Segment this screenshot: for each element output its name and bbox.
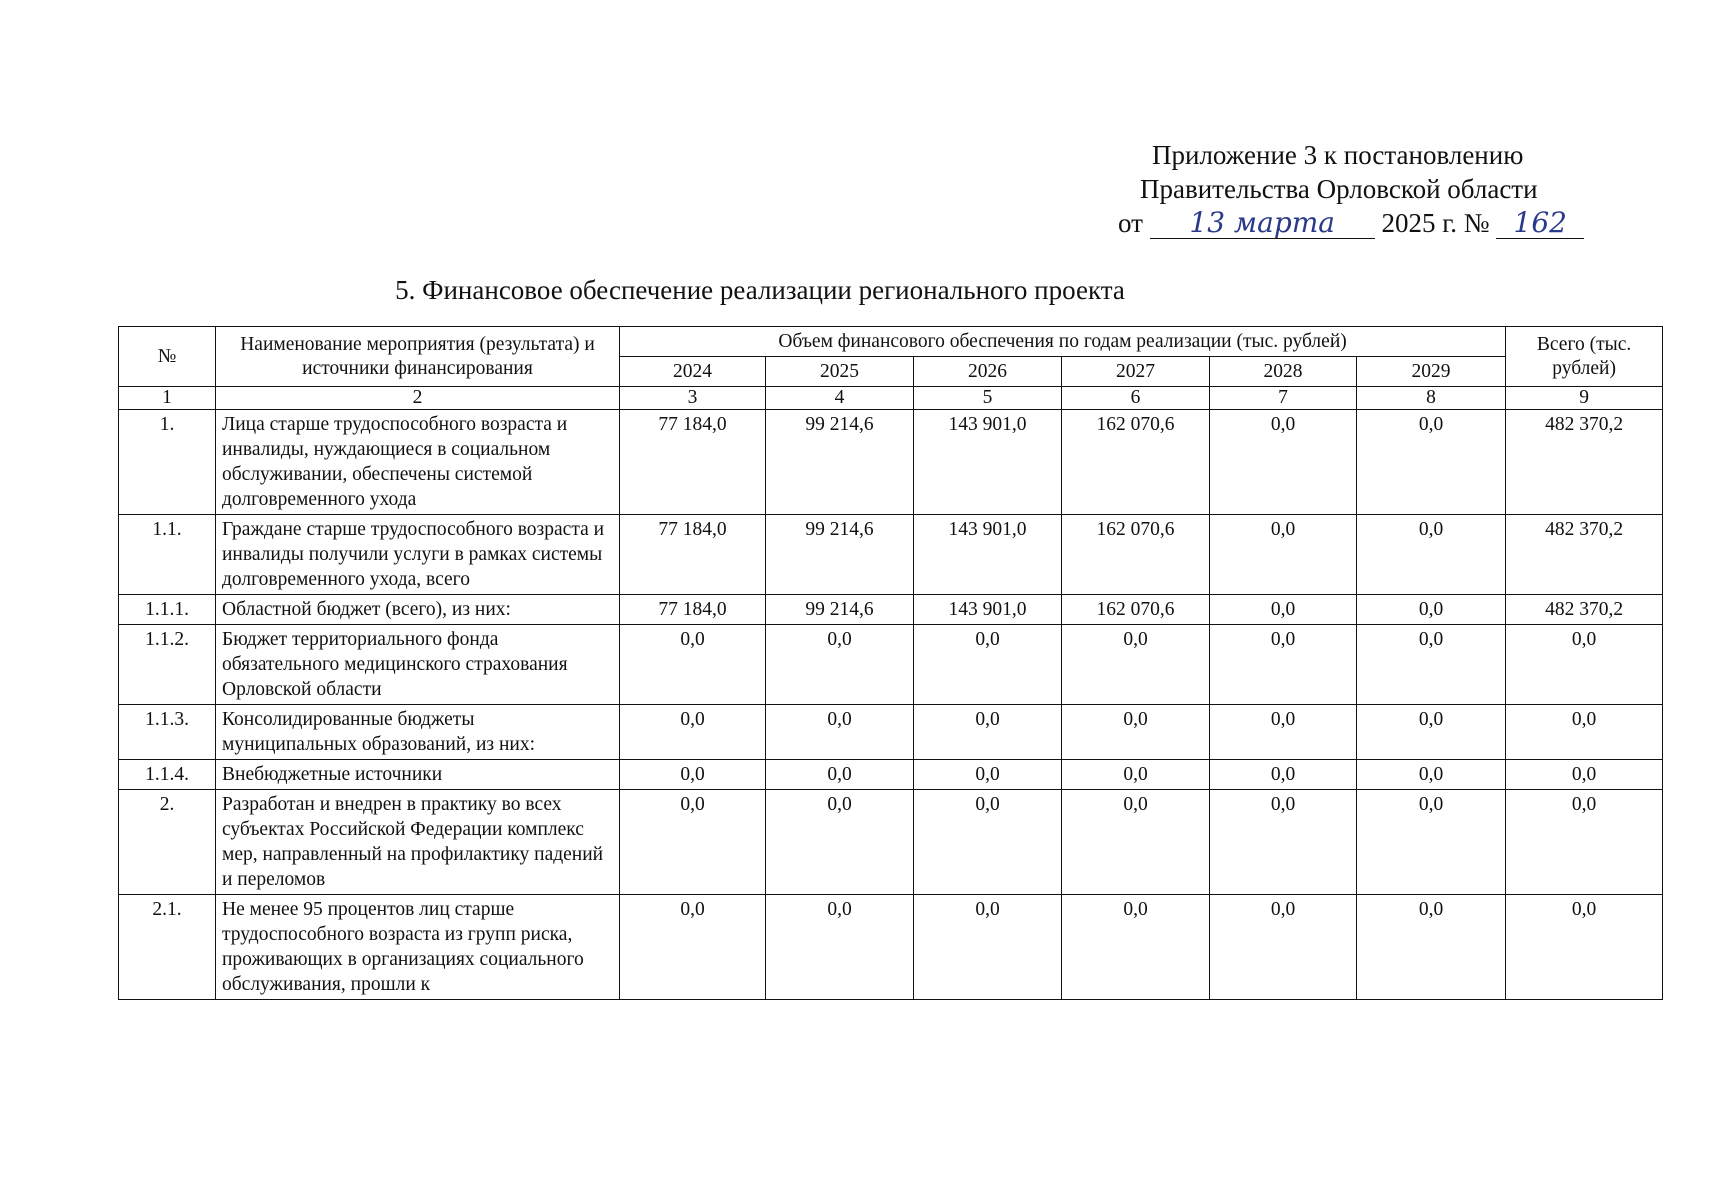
row-total-value: 482 370,2 (1506, 595, 1663, 625)
column-index-row (119, 387, 1663, 410)
row-number: 1.1. (119, 515, 216, 595)
row-year-value: 0,0 (766, 790, 914, 895)
handwritten-number: 162 (1496, 208, 1584, 239)
header-num: № (119, 327, 216, 387)
row-year-value: 0,0 (1210, 895, 1357, 1000)
header-year: 2024 (620, 357, 766, 387)
row-number: 1.1.4. (119, 760, 216, 790)
row-number: 1.1.2. (119, 625, 216, 705)
row-name: Бюджет территориального фонда обязательного медицинского страхования Орловской области (216, 625, 620, 705)
header-year: 2026 (914, 357, 1062, 387)
row-total-value: 482 370,2 (1506, 410, 1663, 515)
appendix-date-line (1100, 206, 1620, 240)
row-total-value: 0,0 (1506, 790, 1663, 895)
table-row (119, 625, 1663, 705)
row-total-value: 482 370,2 (1506, 515, 1663, 595)
table-row (119, 790, 1663, 895)
row-name: Лица старше трудоспособного возраста и инвалиды, нуждающиеся в социальном обслуживании, обеспечены системой долговременного ухода (216, 410, 620, 515)
row-year-value: 162 070,6 (1062, 515, 1210, 595)
row-year-value: 0,0 (914, 705, 1062, 760)
row-total-value: 0,0 (1506, 705, 1663, 760)
table-row (119, 410, 1663, 515)
handwritten-date: 13 марта (1150, 208, 1375, 239)
row-year-value: 99 214,6 (766, 595, 914, 625)
row-year-value: 0,0 (1357, 625, 1506, 705)
row-year-value: 0,0 (914, 625, 1062, 705)
header-year: 2027 (1062, 357, 1210, 387)
column-index-cell: 1 (119, 387, 216, 410)
row-year-value: 77 184,0 (620, 410, 766, 515)
year-text: 2025 г. № (1381, 208, 1490, 238)
header-year: 2025 (766, 357, 914, 387)
row-year-value: 0,0 (766, 705, 914, 760)
row-name: Внебюджетные источники (216, 760, 620, 790)
column-index-cell: 2 (216, 387, 620, 410)
row-year-value: 0,0 (766, 760, 914, 790)
row-year-value: 143 901,0 (914, 515, 1062, 595)
row-year-value: 77 184,0 (620, 595, 766, 625)
appendix-line-1: Приложение 3 к постановлению (1152, 140, 1524, 170)
row-year-value: 0,0 (1357, 705, 1506, 760)
appendix-line-2: Правительства Орловской области (1140, 174, 1538, 204)
header-row-1 (119, 327, 1663, 357)
row-name: Консолидированные бюджеты муниципальных образований, из них: (216, 705, 620, 760)
row-year-value: 0,0 (1210, 790, 1357, 895)
appendix-block (1100, 138, 1620, 240)
row-total-value: 0,0 (1506, 760, 1663, 790)
row-year-value: 0,0 (1357, 410, 1506, 515)
column-index-cell: 9 (1506, 387, 1663, 410)
row-year-value: 0,0 (914, 895, 1062, 1000)
row-year-value: 0,0 (1357, 790, 1506, 895)
header-name: Наименование мероприятия (результата) и источники финансирования (216, 327, 620, 387)
document-title: 5. Финансовое обеспечение реализации регионального проекта (395, 275, 1125, 305)
financing-table (118, 326, 1663, 1000)
row-year-value: 0,0 (1210, 760, 1357, 790)
row-year-value: 0,0 (1357, 595, 1506, 625)
row-name: Разработан и внедрен в практику во всех субъектах Российской Федерации комплекс мер, направленный на профилактику падений и переломов (216, 790, 620, 895)
table-row (119, 515, 1663, 595)
row-year-value: 0,0 (1062, 705, 1210, 760)
row-year-value: 0,0 (1210, 625, 1357, 705)
row-year-value: 77 184,0 (620, 515, 766, 595)
row-year-value: 0,0 (620, 790, 766, 895)
row-total-value: 0,0 (1506, 895, 1663, 1000)
column-index-cell: 6 (1062, 387, 1210, 410)
row-number: 1.1.3. (119, 705, 216, 760)
row-number: 1. (119, 410, 216, 515)
row-number: 2.1. (119, 895, 216, 1000)
row-year-value: 0,0 (1210, 515, 1357, 595)
row-year-value: 0,0 (766, 625, 914, 705)
row-year-value: 0,0 (914, 790, 1062, 895)
row-year-value: 99 214,6 (766, 410, 914, 515)
table-row (119, 705, 1663, 760)
header-year: 2028 (1210, 357, 1357, 387)
row-year-value: 0,0 (1210, 410, 1357, 515)
column-index-cell: 7 (1210, 387, 1357, 410)
row-year-value: 0,0 (1357, 760, 1506, 790)
table-body (119, 410, 1663, 1000)
row-year-value: 0,0 (766, 895, 914, 1000)
column-index-cell: 3 (620, 387, 766, 410)
header-year: 2029 (1357, 357, 1506, 387)
table-row (119, 895, 1663, 1000)
row-year-value: 0,0 (1357, 895, 1506, 1000)
date-prefix: от (1118, 208, 1143, 238)
header-total: Всего (тыс. рублей) (1506, 327, 1663, 387)
row-year-value: 162 070,6 (1062, 595, 1210, 625)
row-year-value: 0,0 (1062, 790, 1210, 895)
row-year-value: 0,0 (914, 760, 1062, 790)
column-index-cell: 5 (914, 387, 1062, 410)
row-number: 1.1.1. (119, 595, 216, 625)
row-name: Не менее 95 процентов лиц старше трудоспособного возраста из групп риска, проживающих в организациях социального обслуживания, прошли к (216, 895, 620, 1000)
row-year-value: 0,0 (1062, 760, 1210, 790)
row-year-value: 0,0 (620, 760, 766, 790)
row-year-value: 99 214,6 (766, 515, 914, 595)
row-year-value: 143 901,0 (914, 595, 1062, 625)
row-year-value: 162 070,6 (1062, 410, 1210, 515)
row-year-value: 0,0 (1357, 515, 1506, 595)
table-row (119, 760, 1663, 790)
row-year-value: 0,0 (1210, 705, 1357, 760)
row-name: Граждане старше трудоспособного возраста и инвалиды получили услуги в рамках системы долговременного ухода, всего (216, 515, 620, 595)
row-year-value: 0,0 (1210, 595, 1357, 625)
column-index-cell: 4 (766, 387, 914, 410)
header-volume: Объем финансового обеспечения по годам реализации (тыс. рублей) (620, 327, 1506, 357)
row-name: Областной бюджет (всего), из них: (216, 595, 620, 625)
row-year-value: 0,0 (620, 895, 766, 1000)
row-year-value: 0,0 (620, 705, 766, 760)
row-year-value: 0,0 (1062, 895, 1210, 1000)
row-year-value: 0,0 (1062, 625, 1210, 705)
column-index-cell: 8 (1357, 387, 1506, 410)
row-year-value: 143 901,0 (914, 410, 1062, 515)
row-number: 2. (119, 790, 216, 895)
table-row (119, 595, 1663, 625)
row-total-value: 0,0 (1506, 625, 1663, 705)
row-year-value: 0,0 (620, 625, 766, 705)
